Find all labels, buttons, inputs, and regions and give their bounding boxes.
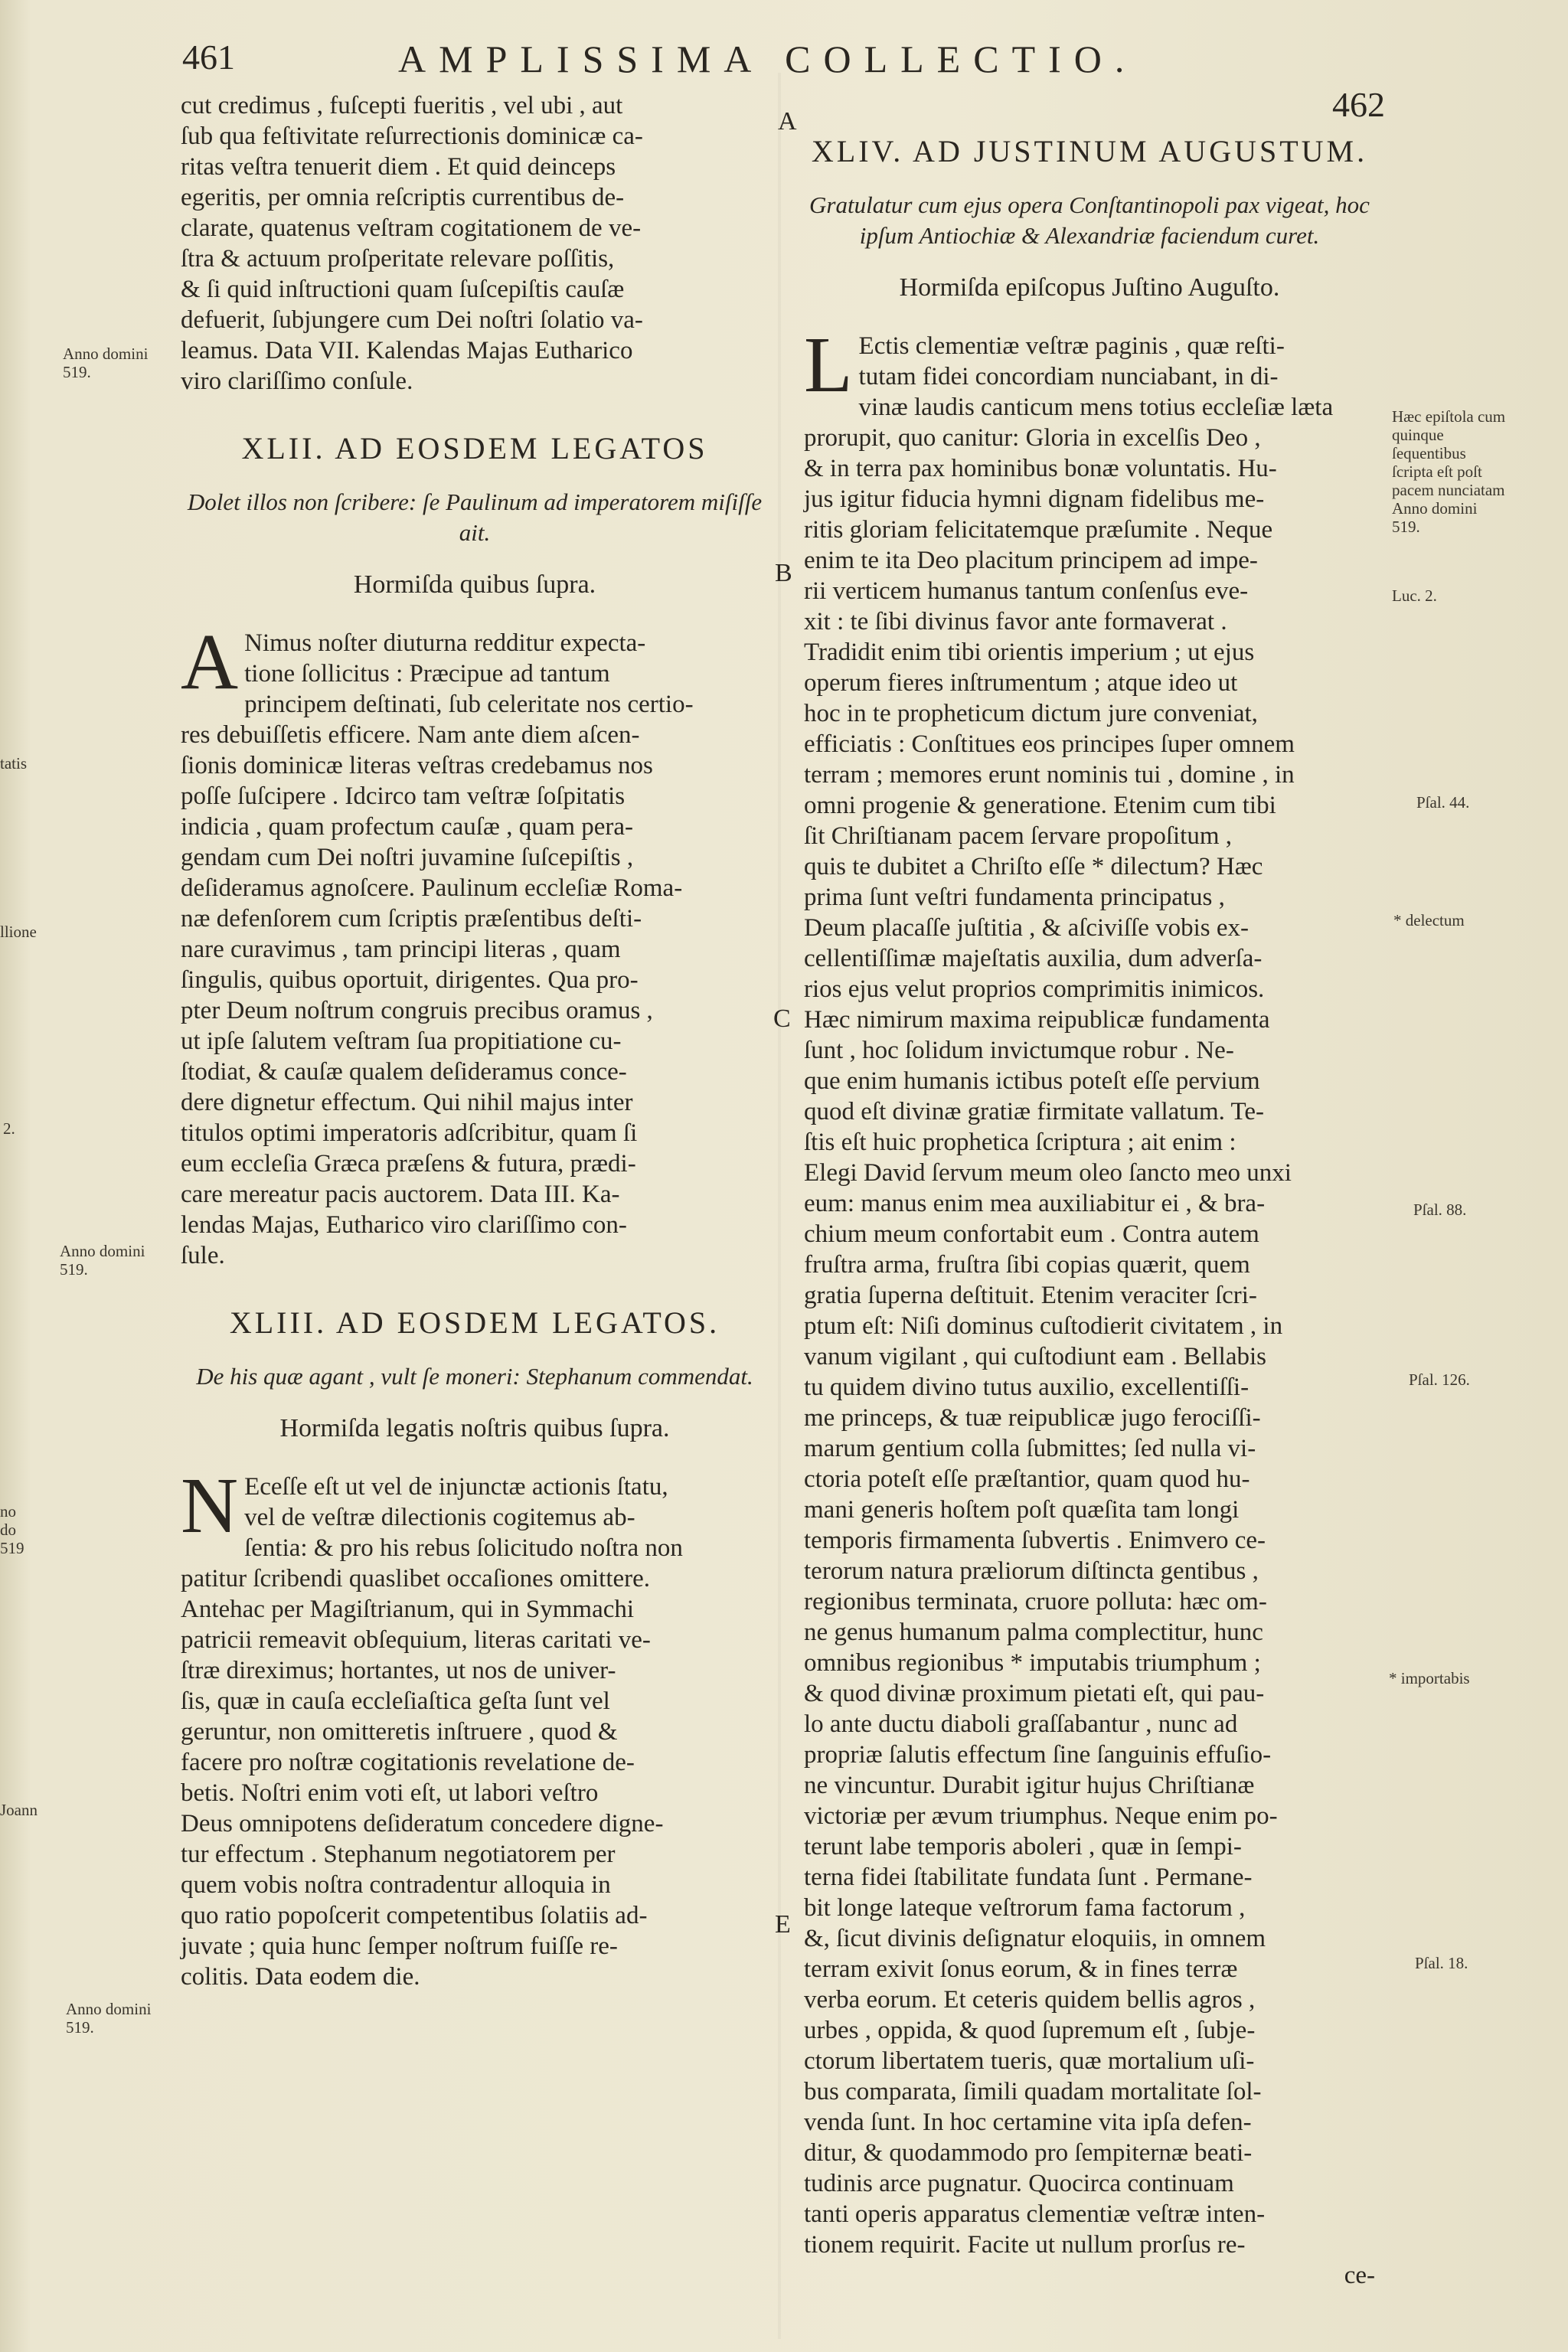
text-line: operum fieres inſtrumentum ; atque ideo ut [804, 669, 1238, 697]
section-title-xliii: XLIII. AD EOSDEM LEGATOS. [229, 1305, 720, 1340]
text-line: Eceſſe eſt ut vel de injunctæ actionis ſtatu, [244, 1473, 668, 1501]
margin-note-anno: Anno domini 519. [66, 2000, 152, 2037]
text-line: ſunt , hoc ſolidum invictumque robur . Ne- [804, 1037, 1234, 1064]
text-line: gratia ſuperna deſtituit. Etenim veraciter ſcri- [804, 1282, 1257, 1309]
margin-note-psal18: Pſal. 18. [1415, 1954, 1468, 1972]
text-line: vinæ laudis canticum mens totius eccleſiæ læta [858, 394, 1334, 421]
text-line: cut credimus , fuſcepti fueritis , vel ubi , aut [181, 92, 623, 119]
text-line: ſis, quæ in cauſa eccleſiaſtica geſta ſunt vel [181, 1687, 610, 1715]
text-line: clarate, quatenus veſtram cogitationem de ve- [181, 214, 642, 242]
text-line: terna fidei ſtabilitate fundata ſunt . Permane- [804, 1864, 1253, 1891]
text-line: omni progenie & generatione. Etenim cum tibi [804, 792, 1276, 819]
text-line: mani generis hoſtem poſt quæſita tam longi [804, 1496, 1240, 1524]
margin-note-psal44: Pſal. 44. [1416, 793, 1470, 812]
text-line: dere dignetur effectum. Qui nihil majus inter [181, 1089, 633, 1116]
text-line: temporis firmamenta ſubvertis . Enimvero ce- [804, 1527, 1266, 1554]
margin-note-luc: Luc. 2. [1392, 586, 1437, 605]
text-line: ritis gloriam felicitatemque præſumite . Neque [804, 516, 1273, 544]
margin-letter-e: E [775, 1910, 791, 1939]
text-line: ſtra & actuum proſperitate relevare poſſitis, [181, 245, 615, 273]
text-line: facere pro noſtræ cogitationis revelatione de- [181, 1749, 635, 1776]
text-line: efficiatis : Conſtitues eos principes ſuper omnem [804, 730, 1295, 758]
text-line: enim te ita Deo placitum principem ad impe- [804, 547, 1258, 574]
rubric-xliii: De his quæ agant , vult ſe moneri: Stephanum commendat. [196, 1363, 753, 1390]
text-line: deſideramus agnoſcere. Paulinum eccleſiæ Roma- [181, 874, 683, 902]
text-line: nare curavimus , tam principi literas , quam [181, 936, 621, 963]
text-line: terunt labe temporis aboleri , quæ in ſempi- [804, 1833, 1242, 1860]
text-line: tione ſollicitus : Præcipue ad tantum [244, 660, 610, 688]
margin-note-anno: Anno domini 519. [60, 1242, 145, 1279]
text-line: ſionis dominicæ literas veſtras credebamus nos [181, 752, 653, 779]
address-xliv: Hormiſda epiſcopus Juſtino Auguſto. [899, 273, 1280, 302]
running-title: AMPLISSIMA COLLECTIO. [398, 38, 1138, 80]
text-line: ſit Chriſtianam pacem ſervare propoſitum , [804, 822, 1233, 850]
text-line: Elegi David ſervum meum oleo ſancto meo unxi [804, 1159, 1292, 1187]
text-line: bit longe lateque veſtrorum fama factorum , [804, 1894, 1246, 1922]
drop-cap: L [804, 321, 853, 409]
text-line: gendam cum Dei noſtri juvamine ſuſcepiſtis , [181, 844, 634, 871]
address-xlii: Hormiſda quibus ſupra. [353, 570, 596, 599]
text-line: næ defenſorem cum ſcriptis præſentibus deſti- [181, 905, 642, 933]
section-title-xliv: XLIV. AD JUSTINUM AUGUSTUM. [811, 134, 1368, 168]
text-line: jus igitur fiducia hymni dignam fidelibus me- [804, 485, 1265, 513]
text-line: colitis. Data eodem die. [181, 1963, 420, 1991]
text-line: victoriæ per ævum triumphus. Neque enim po- [804, 1802, 1278, 1830]
margin-note-dilectum: * delectum [1393, 911, 1465, 929]
text-line: verba eorum. Et ceteris quidem bellis agros , [804, 1986, 1256, 2014]
text-line: ctoria poteſt eſſe præſtantior, quam quod hu- [804, 1465, 1250, 1493]
text-line: geruntur, non omitteretis inſtruere , quod & [181, 1718, 618, 1746]
text-line: leamus. Data VII. Kalendas Majas Eutharico [181, 337, 633, 364]
text-line: betis. Noſtri enim voti eſt, ut labori veſtro [181, 1779, 599, 1807]
text-line: tu quidem divino tutus auxilio, excellentiſſi- [804, 1374, 1250, 1401]
column-gutter [778, 73, 781, 2339]
text-line: quod eſt divinæ gratiæ firmitate vallatum. Te- [804, 1098, 1265, 1125]
right-column [804, 136, 1375, 2291]
text-line: prorupit, quo canitur: Gloria in excelſis Deo , [804, 424, 1261, 452]
text-line: titulos optimi imperatoris adſcribitur, quam ſi [181, 1119, 638, 1147]
text-line: marum gentium colla ſubmittes; ſed nulla vi- [804, 1435, 1256, 1462]
text-line: & ſi quid inſtructioni quam ſuſcepiſtis cauſæ [181, 276, 625, 303]
edge-fragment: Joann [0, 1801, 38, 1819]
text-line: ſtræ direximus; hortantes, ut nos de univer- [181, 1657, 616, 1684]
letter-body-xlii [181, 618, 769, 1271]
text-line: chium meum confortabit eum . Contra autem [804, 1220, 1259, 1248]
text-line: me princeps, & tuæ reipublicæ jugo ferociſſi- [804, 1404, 1261, 1432]
margin-note-psal88: Pſal. 88. [1413, 1200, 1467, 1219]
text-line: lendas Majas, Eutharico viro clariſſimo con- [181, 1211, 627, 1239]
text-line: patricii remeavit obſequium, literas caritati ve- [181, 1626, 651, 1654]
text-line: ptum eſt: Niſi dominus cuſtodierit civitatem , in [804, 1312, 1283, 1340]
text-line: Nimus noſter diuturna redditur expecta- [244, 629, 646, 657]
page-number-left: 461 [182, 38, 235, 77]
text-line: prima ſunt veſtri fundamenta principatus , [804, 884, 1225, 911]
margin-letter-c: C [773, 1004, 791, 1033]
margin-note-importabis: * importabis [1389, 1669, 1470, 1687]
text-line: regionibus terminata, cruore polluta: hæc om- [804, 1588, 1267, 1615]
text-line: bus comparata, ſimili quadam mortalitate ſol- [804, 2078, 1262, 2105]
text-line: venda ſunt. In hoc certamine vita ipſa defen- [804, 2109, 1252, 2136]
text-line: quem vobis noſtra contradentur alloquia in [181, 1871, 611, 1899]
rubric-xliv: Gratulatur cum ejus opera Conſtantinopoli pax vigeat, hoc ipſum Antiochiæ & Alexandriæ faciendum curet. [809, 191, 1370, 249]
text-line: vel de veſtræ dilectionis cogitemus ab- [244, 1504, 635, 1531]
text-line: patitur ſcribendi quaslibet occaſiones omittere. [181, 1565, 651, 1592]
text-line: terorum natura præliorum diſtincta gentibus , [804, 1557, 1259, 1585]
text-line: Hæc nimirum maxima reipublicæ fundamenta [804, 1006, 1270, 1034]
text-line: cellentiſſimæ majeſtatis auxilia, dum adverſa- [804, 945, 1263, 972]
edge-fragment: llione [0, 923, 37, 941]
text-line: ſtis eſt huic prophetica ſcriptura ; ait enim : [804, 1129, 1236, 1156]
text-line: fruſtra arma, fruſtra ſibi copias quærit, quem [804, 1251, 1250, 1279]
drop-cap: A [181, 618, 239, 706]
text-line: omnibus regionibus * imputabis triumphum ; [804, 1649, 1261, 1677]
text-line: ſule. [181, 1242, 225, 1269]
text-line: terram ; memores erunt nominis tui , domine , in [804, 761, 1295, 789]
edge-fragment: 2. [3, 1119, 15, 1138]
edge-fragment: no do 519 [0, 1502, 24, 1557]
text-line: eum eccleſia Græca præſens & futura, prædi- [181, 1150, 636, 1178]
text-line: xit : te ſibi divinus favor ante formaverat . [804, 608, 1227, 635]
text-line: que enim humanis ictibus poteſt eſſe pervium [804, 1067, 1260, 1095]
text-line: quo ratio popoſcerit competentibus ſolatiis ad- [181, 1902, 648, 1929]
margin-note-epistola: Hæc epiſtola cum quinque ſequentibus ſcripta eſt poſt pacem nunciatam Anno domini 519. [1392, 407, 1506, 536]
text-line: ſtodiat, & cauſæ qualem deſideramus conce- [181, 1058, 627, 1086]
text-line: quis te dubitet a Chriſto eſſe * dilectum? Hæc [804, 853, 1263, 880]
text-line: ditur, & quodammodo pro ſempiternæ beati- [804, 2139, 1253, 2167]
text-line: tutam fidei concordiam nunciabant, in di- [858, 363, 1279, 390]
rubric-xlii: Dolet illos non ſcribere: ſe Paulinum ad imperatorem miſiſſe ait. [187, 488, 763, 546]
text-line: Deum placaſſe juſtitia , & aſciviſſe vobis ex- [804, 914, 1249, 942]
text-line: ſub qua feſtivitate reſurrectionis dominicæ ca- [181, 122, 643, 150]
text-line: tudinis arce pugnatur. Quocirca continuam [804, 2170, 1234, 2197]
letter-body-xliii [181, 1462, 769, 1992]
text-line: ſentia: & pro his rebus ſolicitudo noſtra non [244, 1534, 683, 1562]
letter-body-xliv [804, 321, 1375, 2291]
text-line: care mereatur pacis auctorem. Data III. Ka- [181, 1181, 620, 1208]
text-line: pter Deum noſtrum congruis precibus oramus , [181, 997, 653, 1024]
edge-fragment: tatis [0, 754, 27, 773]
text-line: ctorum libertatem tueris, quæ mortalium uſi- [804, 2047, 1255, 2075]
text-line: rios ejus velut proprios comprimitis inimicos. [804, 975, 1265, 1003]
page-number-right: 462 [1332, 85, 1385, 124]
text-line: defuerit, ſubjungere cum Dei noſtri ſolatio va- [181, 306, 643, 334]
text-line: ſingulis, quibus oportuit, dirigentes. Qua pro- [181, 966, 639, 994]
left-column [181, 90, 769, 1992]
margin-note-anno: Anno domini 519. [63, 345, 149, 381]
catchword: ce- [1344, 2262, 1375, 2289]
margin-letter-a: A [778, 107, 797, 136]
text-line: & quod divinæ proximum pietati eſt, qui pau- [804, 1680, 1265, 1707]
margin-note-psal126: Pſal. 126. [1409, 1370, 1470, 1389]
margin-letter-b: B [775, 559, 792, 587]
text-line: tanti operis apparatus clementiæ veſtræ inten- [804, 2200, 1266, 2228]
text-line: poſſe ſuſcipere . Idcirco tam veſtræ ſoſpitatis [181, 782, 626, 810]
text-line: lo ante ductu diaboli graſſabantur , nunc ad [804, 1710, 1238, 1738]
address-xliii: Hormiſda legatis noſtris quibus ſupra. [279, 1414, 670, 1442]
text-line: ne genus humanum palma complectitur, hunc [804, 1619, 1263, 1646]
section-title-xlii: XLII. AD EOSDEM LEGATOS [241, 431, 708, 466]
drop-cap: N [181, 1462, 239, 1550]
text-line: Tradidit enim tibi orientis imperium ; ut ejus [804, 639, 1255, 666]
text-line: terram exivit ſonus eorum, & in fines terræ [804, 1955, 1238, 1983]
text-line: eum: manus enim mea auxiliabitur ei , & bra- [804, 1190, 1266, 1217]
text-line: ritas veſtra tenuerit diem . Et quid deinceps [181, 153, 616, 181]
text-line: res debuiſſetis efficere. Nam ante diem aſcen- [181, 721, 640, 749]
text-line: &, ſicut divinis deſignatur eloquiis, in omnem [804, 1925, 1266, 1952]
text-line: & in terra pax hominibus bonæ voluntatis. Hu- [804, 455, 1277, 482]
text-line: Deus omnipotens deſideratum concedere digne- [181, 1810, 664, 1838]
text-line: rii verticem humanus tantum conſenſus eve- [804, 577, 1249, 605]
text-line: principem deſtinati, ſub celeritate nos certio- [244, 691, 694, 718]
text-line: propriæ ſalutis effectum ſine ſanguinis effuſio- [804, 1741, 1272, 1769]
text-line: viro clariſſimo conſule. [181, 368, 413, 395]
text-line: Ectis clementiæ veſtræ paginis , quæ reſti- [858, 332, 1285, 360]
text-line: ne vincuntur. Durabit igitur hujus Chriſtianæ [804, 1772, 1255, 1799]
text-line: vanum vigilant , qui cuſtodiunt eam . Bellabis [804, 1343, 1266, 1370]
text-line: urbes , oppida, & quod ſupremum eſt , ſubje- [804, 2017, 1256, 2044]
text-line: indicia , quam profectum cauſæ , quam pera- [181, 813, 634, 841]
text-line: hoc in te propheticum dictum jure conveniat, [804, 700, 1258, 727]
opening-paragraph [181, 90, 769, 397]
text-line: egeritis, per omnia reſcriptis currentibus de- [181, 184, 625, 211]
text-line: tionem requirit. Facite ut nullum prorſus re- [804, 2231, 1246, 2259]
text-line: juvate ; quia hunc ſemper noſtrum fuiſſe re- [181, 1932, 618, 1960]
text-line: tur effectum . Stephanum negotiatorem per [181, 1841, 616, 1868]
text-line: ut ipſe ſalutem veſtram ſua propitiatione cu- [181, 1027, 622, 1055]
text-line: Antehac per Magiſtrianum, qui in Symmachi [181, 1596, 635, 1623]
